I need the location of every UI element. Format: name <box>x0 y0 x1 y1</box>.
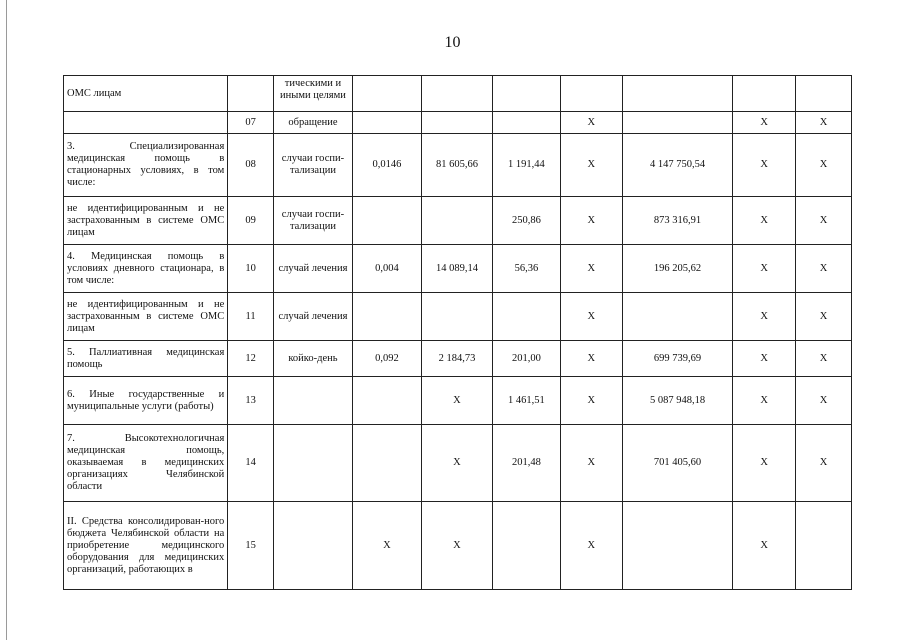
col-x2-cell: X <box>733 245 796 293</box>
col-x1-cell: X <box>560 502 622 590</box>
col-x2-cell: X <box>733 425 796 502</box>
row-name-cell: не идентифицированным и не застрахованным в системе ОМС лицам <box>64 197 228 245</box>
col-cost-cell: X <box>421 425 492 502</box>
col-cost-cell <box>421 76 492 112</box>
col-x2-cell <box>733 76 796 112</box>
table-row <box>64 425 852 502</box>
col-rate-cell <box>353 197 422 245</box>
col-x2-cell: X <box>733 341 796 377</box>
table-row <box>64 502 852 590</box>
row-unit-cell: тическими и иными целями <box>273 76 352 112</box>
col-x1-cell <box>560 76 622 112</box>
col-rate-cell: 0,004 <box>353 245 422 293</box>
row-code-cell: 14 <box>228 425 274 502</box>
col-rate-cell <box>353 377 422 425</box>
row-code-cell: 12 <box>228 341 274 377</box>
table-row <box>64 197 852 245</box>
col-x3-cell: X <box>796 341 852 377</box>
row-name-cell: 7. Высокотехнологичная медицинская помощь, оказываемая в медицинских организациях Челябинской области <box>64 425 228 502</box>
row-unit-cell: обращение <box>273 112 352 134</box>
col-per-capita-cell: 56,36 <box>492 245 560 293</box>
col-x1-cell: X <box>560 341 622 377</box>
col-total-cell: 701 405,60 <box>622 425 733 502</box>
col-per-capita-cell: 1 191,44 <box>492 134 560 197</box>
col-total-cell: 873 316,91 <box>622 197 733 245</box>
row-code-cell: 15 <box>228 502 274 590</box>
row-name-cell <box>64 112 228 134</box>
page-number: 10 <box>444 34 461 51</box>
table-row <box>64 341 852 377</box>
col-cost-cell <box>421 293 492 341</box>
row-unit-cell: койко-день <box>273 341 352 377</box>
col-x1-cell: X <box>560 425 622 502</box>
col-rate-cell <box>353 425 422 502</box>
table-row <box>64 245 852 293</box>
col-total-cell <box>622 293 733 341</box>
col-x3-cell: X <box>796 377 852 425</box>
col-total-cell <box>622 502 733 590</box>
row-code-cell: 09 <box>228 197 274 245</box>
col-per-capita-cell: 250,86 <box>492 197 560 245</box>
row-name-cell: ОМС лицам <box>64 76 228 112</box>
col-per-capita-cell: 201,48 <box>492 425 560 502</box>
col-per-capita-cell <box>492 293 560 341</box>
col-x1-cell: X <box>560 377 622 425</box>
row-unit-cell: случаи госпи-тализации <box>273 134 352 197</box>
col-total-cell: 196 205,62 <box>622 245 733 293</box>
table-row <box>64 377 852 425</box>
row-name-cell: 3. Специализированная медицинская помощь в стационарных условиях, в том числе: <box>64 134 228 197</box>
col-x2-cell: X <box>733 197 796 245</box>
col-cost-cell: 14 089,14 <box>421 245 492 293</box>
col-total-cell: 4 147 750,54 <box>622 134 733 197</box>
table-row <box>64 76 852 112</box>
col-per-capita-cell: 1 461,51 <box>492 377 560 425</box>
row-name-cell: 6. Иные государственные и муниципальные услуги (работы) <box>64 377 228 425</box>
col-cost-cell: 2 184,73 <box>421 341 492 377</box>
col-x3-cell <box>796 76 852 112</box>
row-name-cell: 5. Паллиативная медицинская помощь <box>64 341 228 377</box>
col-cost-cell: 81 605,66 <box>421 134 492 197</box>
row-unit-cell: случай лечения <box>273 293 352 341</box>
row-name-cell: 4. Медицинская помощь в условиях дневного стационара, в том числе: <box>64 245 228 293</box>
services-table <box>63 75 852 590</box>
col-per-capita-cell: 201,00 <box>492 341 560 377</box>
col-total-cell <box>622 76 733 112</box>
row-code-cell: 10 <box>228 245 274 293</box>
row-code-cell <box>228 76 274 112</box>
col-per-capita-cell <box>492 76 560 112</box>
col-rate-cell: 0,092 <box>353 341 422 377</box>
scan-left-edge <box>6 0 7 640</box>
col-x2-cell: X <box>733 293 796 341</box>
row-code-cell: 07 <box>228 112 274 134</box>
col-rate-cell: X <box>353 502 422 590</box>
col-total-cell: 699 739,69 <box>622 341 733 377</box>
col-x1-cell: X <box>560 293 622 341</box>
table-row <box>64 134 852 197</box>
col-x1-cell: X <box>560 245 622 293</box>
col-total-cell <box>622 112 733 134</box>
row-unit-cell: случаи госпи-тализации <box>273 197 352 245</box>
col-x3-cell: X <box>796 245 852 293</box>
col-x2-cell: X <box>733 502 796 590</box>
col-total-cell: 5 087 948,18 <box>622 377 733 425</box>
row-code-cell: 08 <box>228 134 274 197</box>
col-x3-cell: X <box>796 134 852 197</box>
col-cost-cell: X <box>421 377 492 425</box>
col-x2-cell: X <box>733 377 796 425</box>
col-x3-cell: X <box>796 293 852 341</box>
col-x3-cell <box>796 502 852 590</box>
col-cost-cell: X <box>421 502 492 590</box>
col-rate-cell <box>353 112 422 134</box>
col-x2-cell: X <box>733 112 796 134</box>
row-name-cell: не идентифицированным и не застрахованным в системе ОМС лицам <box>64 293 228 341</box>
col-per-capita-cell <box>492 112 560 134</box>
col-x3-cell: X <box>796 425 852 502</box>
col-x1-cell: X <box>560 112 622 134</box>
col-x1-cell: X <box>560 134 622 197</box>
col-rate-cell: 0,0146 <box>353 134 422 197</box>
col-per-capita-cell <box>492 502 560 590</box>
table-row <box>64 112 852 134</box>
row-unit-cell <box>273 502 352 590</box>
row-unit-cell: случай лечения <box>273 245 352 293</box>
col-rate-cell <box>353 293 422 341</box>
col-cost-cell <box>421 197 492 245</box>
table-body <box>64 76 852 590</box>
table-row <box>64 293 852 341</box>
row-name-cell: II. Средства консолидирован-ного бюджета Челябинской области на приобретение медицинского оборудования для медицинских организаций, работающих в <box>64 502 228 590</box>
col-x2-cell: X <box>733 134 796 197</box>
row-unit-cell <box>273 377 352 425</box>
col-x3-cell: X <box>796 197 852 245</box>
row-unit-cell <box>273 425 352 502</box>
col-cost-cell <box>421 112 492 134</box>
col-rate-cell <box>353 76 422 112</box>
col-x1-cell: X <box>560 197 622 245</box>
col-x3-cell: X <box>796 112 852 134</box>
row-code-cell: 11 <box>228 293 274 341</box>
row-code-cell: 13 <box>228 377 274 425</box>
